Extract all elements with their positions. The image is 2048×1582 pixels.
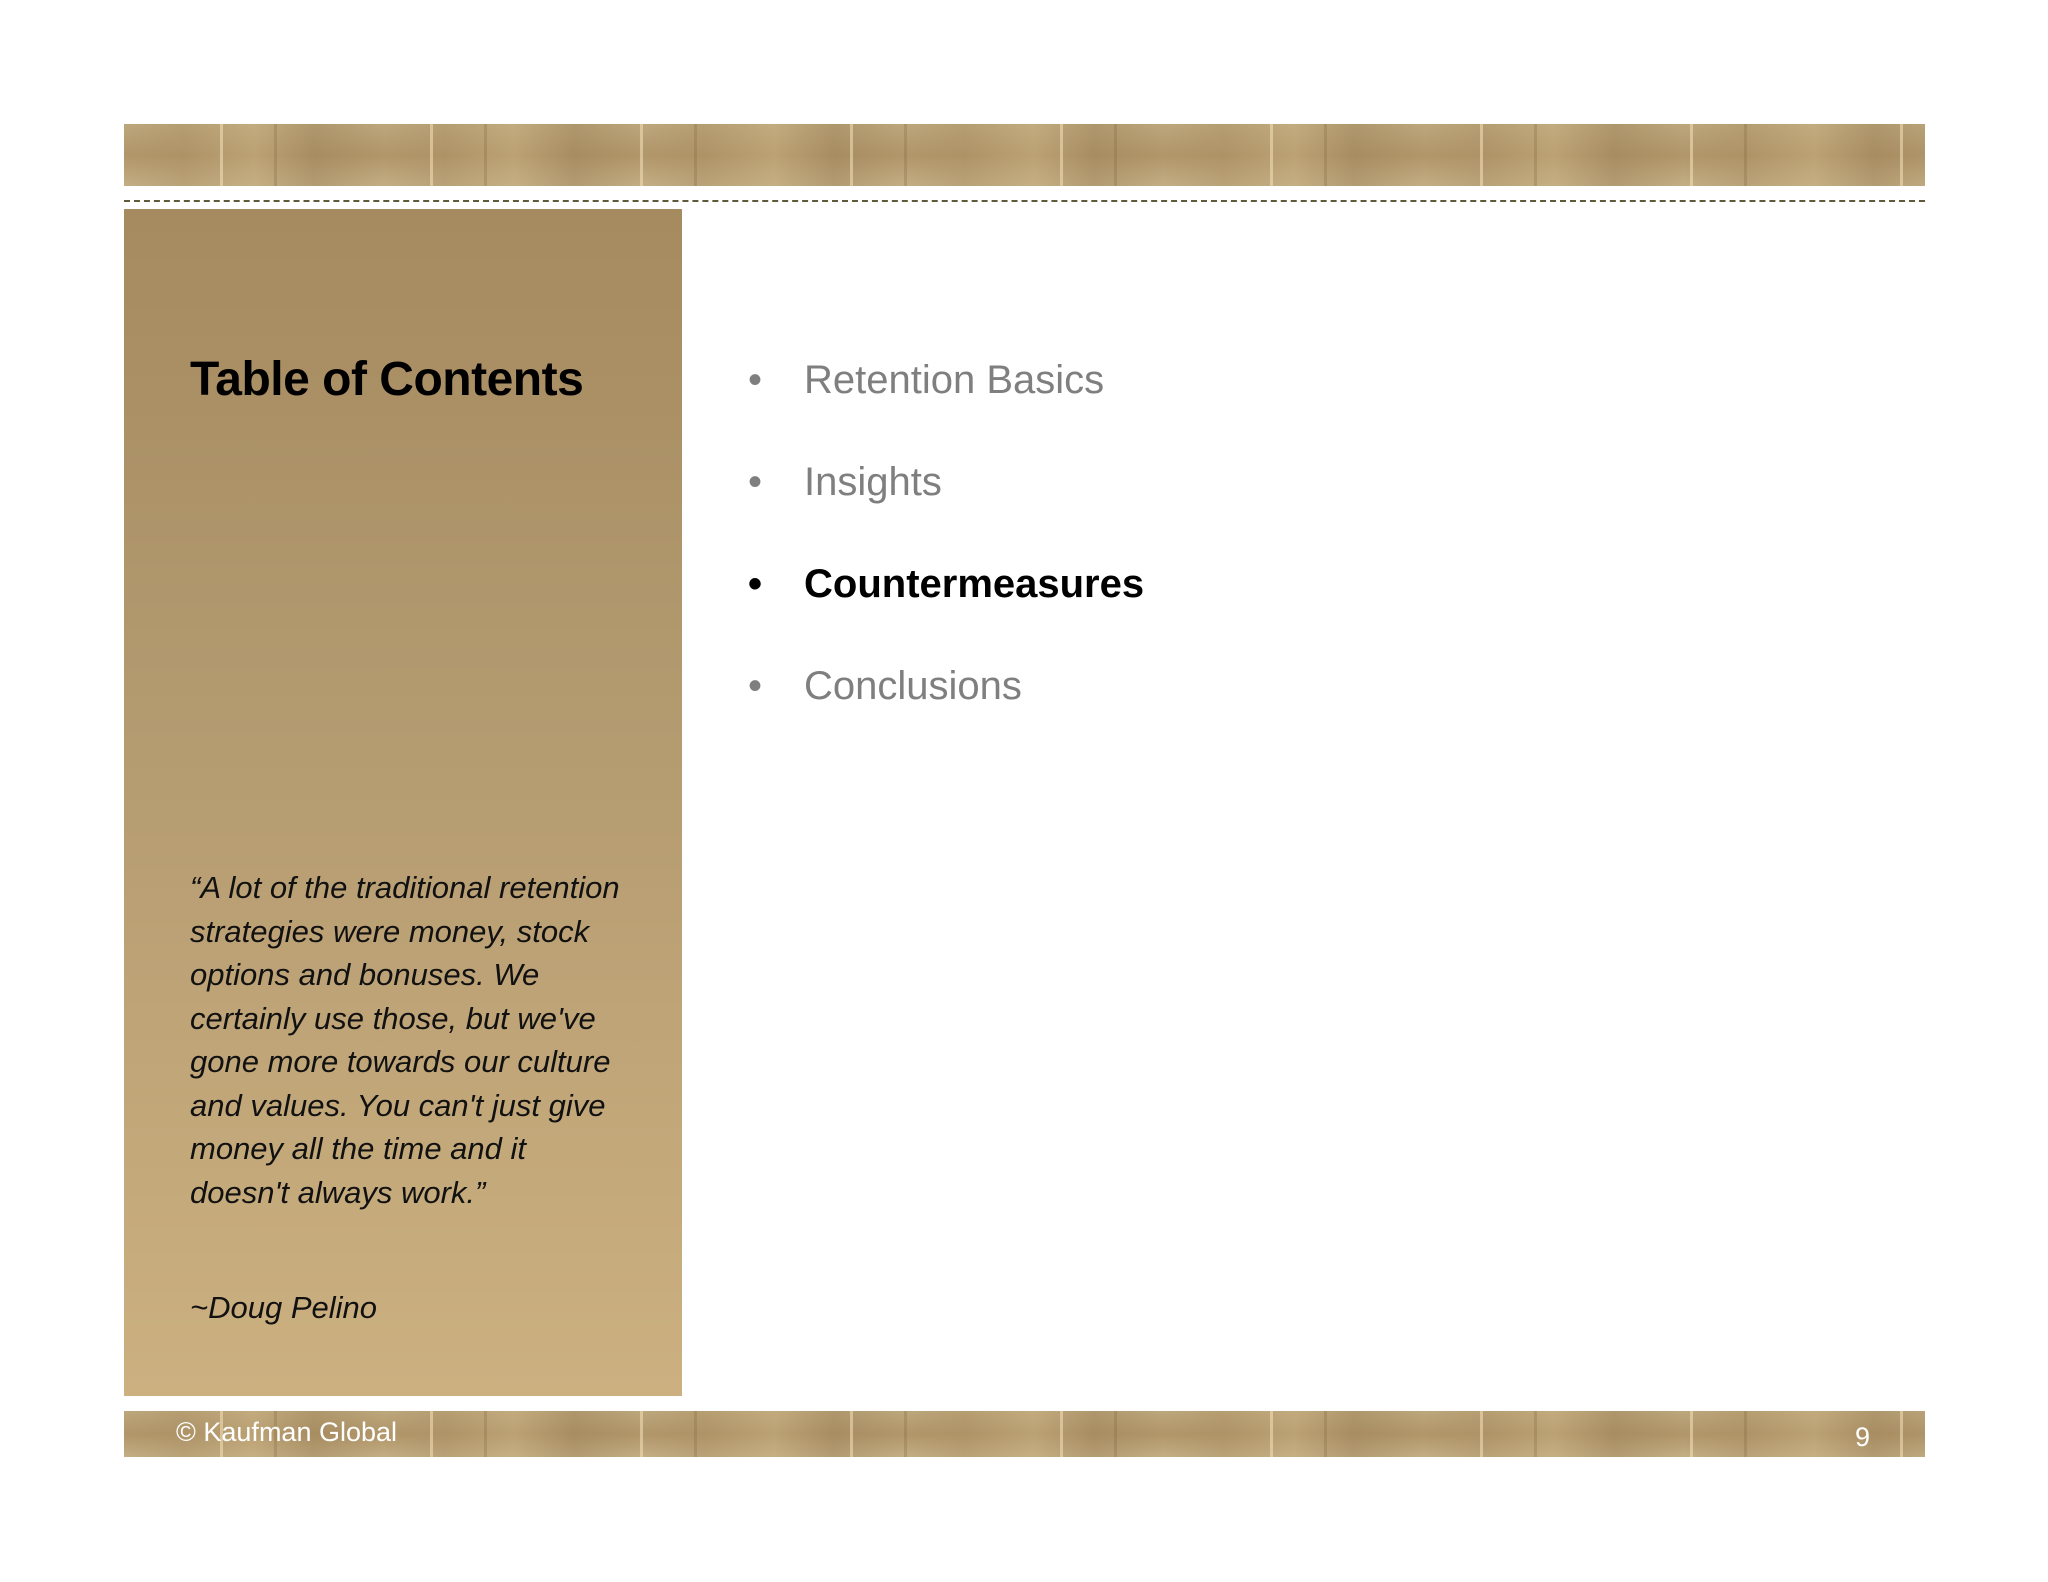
dashed-divider (124, 200, 1925, 202)
bullet-icon: • (748, 358, 763, 402)
quote-attribution: ~Doug Pelino (190, 1290, 377, 1325)
bullet-icon: • (748, 664, 763, 708)
bullet-icon: • (748, 460, 763, 504)
toc-item-label: Countermeasures (804, 562, 1145, 606)
toc-item-label: Conclusions (804, 664, 1022, 708)
top-decorative-band (124, 124, 1925, 186)
toc-item-label: Insights (804, 460, 942, 504)
page-title: Table of Contents (190, 353, 584, 406)
toc-item-label: Retention Basics (804, 358, 1105, 402)
footer-copyright: © Kaufman Global (176, 1417, 398, 1447)
page-number: 9 (1854, 1422, 1870, 1452)
bullet-icon: • (748, 562, 763, 606)
quote-text: “A lot of the traditional retention strategies were money, stock options and bonuses. We certainly use those, but we've gone more towards our culture and values. You can't just give money all the time and it doesn't always work.” (190, 870, 620, 1210)
